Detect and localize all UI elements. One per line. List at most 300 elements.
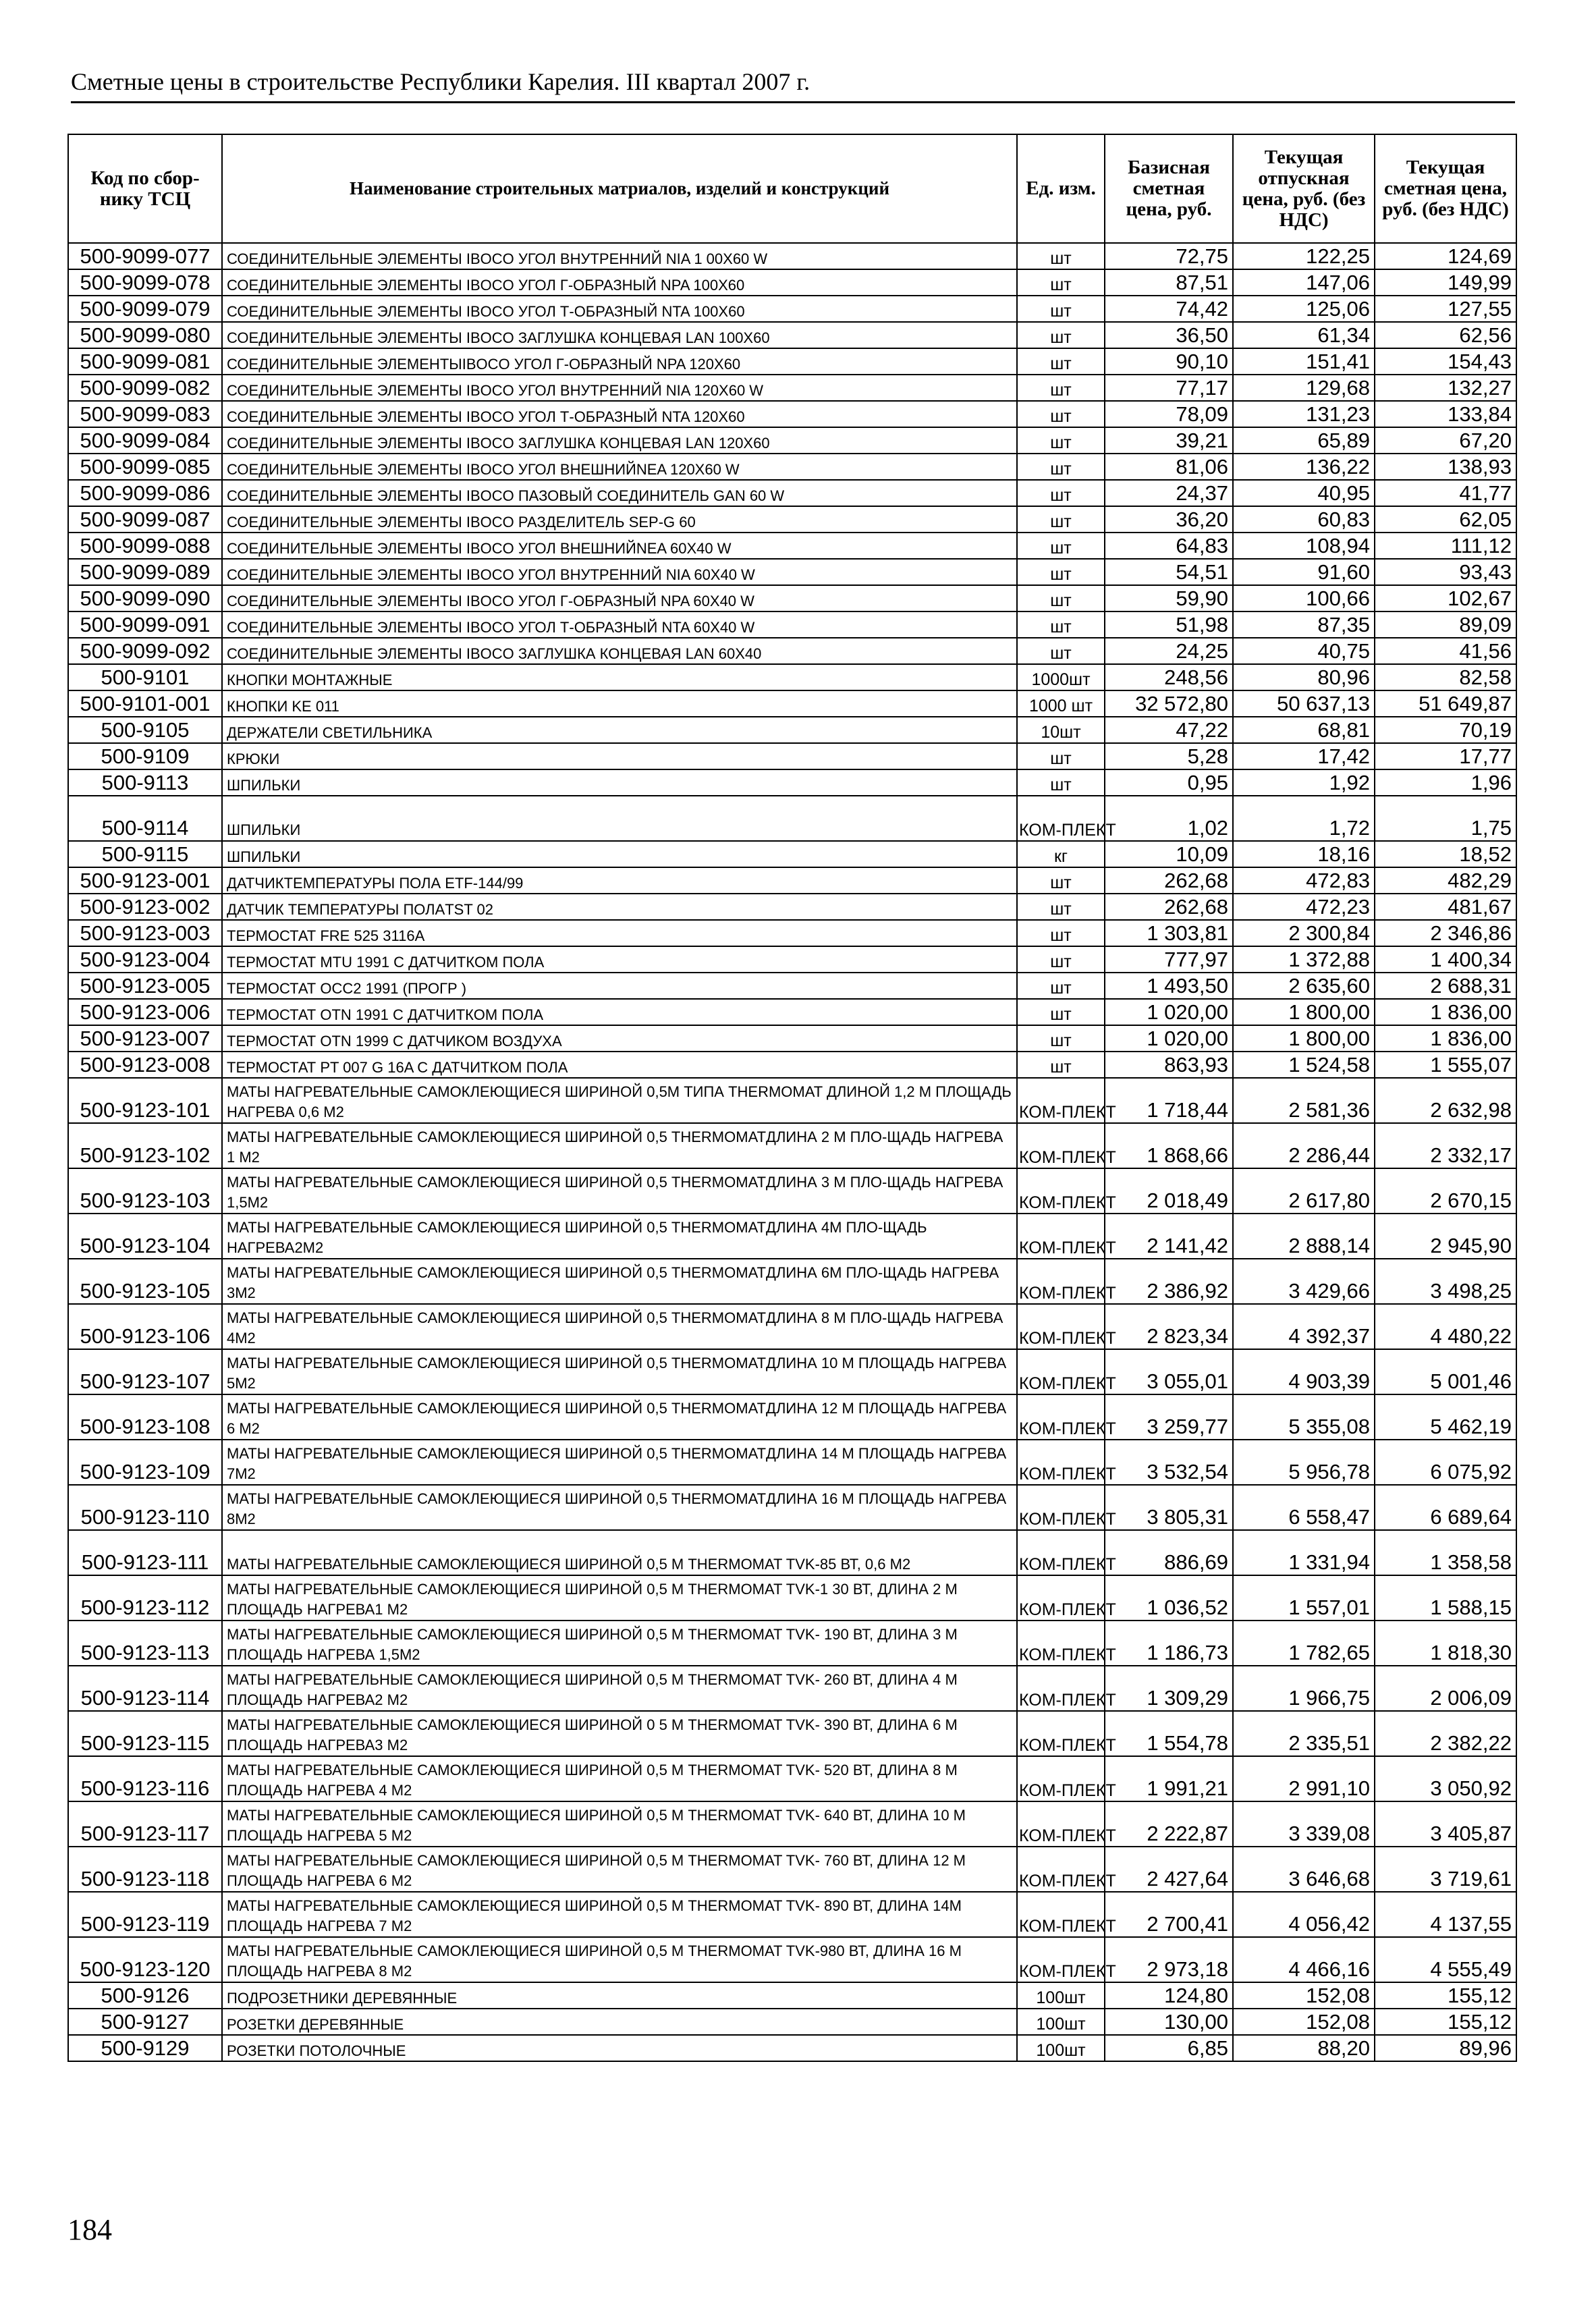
cell-name: СОЕДИНИТЕЛЬНЫЕ ЭЛЕМЕНТЫ IBOCO УГОЛ ВНЕШНИЙNEA 120X60 W [222,454,1017,480]
cell-release-price: 2 991,10 [1233,1756,1375,1801]
cell-base-price: 1,02 [1105,796,1233,841]
cell-estimate-price: 62,05 [1375,506,1516,533]
cell-code: 500-9123-003 [68,920,222,946]
cell-base-price: 6,85 [1105,2035,1233,2061]
cell-base-price: 262,68 [1105,867,1233,894]
cell-code: 500-9114 [68,796,222,841]
cell-estimate-price: 1,75 [1375,796,1516,841]
cell-base-price: 130,00 [1105,2009,1233,2035]
cell-code: 500-9099-087 [68,506,222,533]
table-row [68,1078,1516,1123]
table-header-row [68,134,1516,243]
cell-code: 500-9123-115 [68,1711,222,1756]
cell-release-price: 1 966,75 [1233,1666,1375,1711]
cell-estimate-price: 2 332,17 [1375,1123,1516,1168]
cell-name: СОЕДИНИТЕЛЬНЫЕ ЭЛЕМЕНТЫ IBOCO УГОЛ Т-ОБРАЗНЫЙ NTA 60X40 W [222,611,1017,638]
cell-name: КНОПКИ KE 011 [222,690,1017,717]
table-row [68,1711,1516,1756]
cell-unit: шт [1017,769,1105,796]
cell-name: РОЗЕТКИ ПОТОЛОЧНЫЕ [222,2035,1017,2061]
cell-code: 500-9099-083 [68,401,222,427]
cell-unit: шт [1017,375,1105,401]
cell-base-price: 777,97 [1105,946,1233,973]
cell-base-price: 36,20 [1105,506,1233,533]
cell-code: 500-9123-114 [68,1666,222,1711]
cell-release-price: 1 782,65 [1233,1621,1375,1666]
cell-release-price: 3 339,08 [1233,1801,1375,1847]
cell-base-price: 10,09 [1105,841,1233,867]
cell-estimate-price: 155,12 [1375,1982,1516,2009]
table-row [68,585,1516,611]
page-header: Сметные цены в строительстве Республики Карелия. III квартал 2007 г. [71,67,1515,103]
cell-unit: шт [1017,920,1105,946]
cell-release-price: 3 429,66 [1233,1259,1375,1304]
cell-release-price: 4 056,42 [1233,1892,1375,1937]
cell-code: 500-9123-007 [68,1025,222,1052]
cell-name: СОЕДИНИТЕЛЬНЫЕ ЭЛЕМЕНТЫIBOCO УГОЛ Г-ОБРАЗНЫЙ NPA 120X60 [222,348,1017,375]
cell-code: 500-9123-117 [68,1801,222,1847]
cell-name: СОЕДИНИТЕЛЬНЫЕ ЭЛЕМЕНТЫ IBOCO ЗАГЛУШКА КОНЦЕВАЯ LAN 100X60 [222,322,1017,348]
table-row [68,1485,1516,1530]
cell-base-price: 81,06 [1105,454,1233,480]
cell-release-price: 151,41 [1233,348,1375,375]
table-row [68,2009,1516,2035]
cell-release-price: 1 800,00 [1233,1025,1375,1052]
cell-estimate-price: 481,67 [1375,894,1516,920]
cell-base-price: 5,28 [1105,743,1233,769]
cell-base-price: 54,51 [1105,559,1233,585]
cell-unit: шт [1017,1025,1105,1052]
cell-unit: КОМ-ПЛЕКТ [1017,1259,1105,1304]
cell-code: 500-9123-103 [68,1168,222,1214]
cell-name: МАТЫ НАГРЕВАТЕЛЬНЫЕ САМОКЛЕЮЩИЕСЯ ШИРИНОЙ 0,5 THERMOMATДЛИНА 6М ПЛО-ЩАДЬ НАГРЕВА 3М2 [222,1259,1017,1304]
cell-unit: КОМ-ПЛЕКТ [1017,1485,1105,1530]
cell-unit: шт [1017,973,1105,999]
cell-code: 500-9123-112 [68,1575,222,1621]
column-header-unit: Ед. изм. [1017,134,1105,243]
cell-estimate-price: 2 632,98 [1375,1078,1516,1123]
cell-estimate-price: 2 670,15 [1375,1168,1516,1214]
table-row [68,1168,1516,1214]
cell-release-price: 65,89 [1233,427,1375,454]
cell-unit: 10шт [1017,717,1105,743]
table-row [68,559,1516,585]
cell-base-price: 1 303,81 [1105,920,1233,946]
cell-unit: шт [1017,269,1105,296]
cell-name: ДЕРЖАТЕЛИ СВЕТИЛЬНИКА [222,717,1017,743]
cell-release-price: 472,83 [1233,867,1375,894]
cell-base-price: 3 532,54 [1105,1440,1233,1485]
page-number: 184 [67,2213,112,2246]
cell-code: 500-9099-085 [68,454,222,480]
cell-release-price: 88,20 [1233,2035,1375,2061]
table-row [68,1214,1516,1259]
cell-release-price: 61,34 [1233,322,1375,348]
table-row [68,1025,1516,1052]
cell-code: 500-9123-116 [68,1756,222,1801]
cell-base-price: 1 309,29 [1105,1666,1233,1711]
cell-estimate-price: 93,43 [1375,559,1516,585]
table-row [68,296,1516,322]
cell-name: МАТЫ НАГРЕВАТЕЛЬНЫЕ САМОКЛЕЮЩИЕСЯ ШИРИНОЙ 0,5 THERMOMATДЛИНА 2 М ПЛО-ЩАДЬ НАГРЕВА 1 М2 [222,1123,1017,1168]
cell-release-price: 108,94 [1233,533,1375,559]
cell-name: ТЕРМОСТАТ MTU 1991 С ДАТЧИТКОМ ПОЛА [222,946,1017,973]
cell-unit: шт [1017,999,1105,1025]
cell-base-price: 51,98 [1105,611,1233,638]
cell-release-price: 1,92 [1233,769,1375,796]
cell-unit: шт [1017,401,1105,427]
cell-unit: шт [1017,296,1105,322]
cell-base-price: 2 222,87 [1105,1801,1233,1847]
cell-release-price: 122,25 [1233,243,1375,269]
cell-release-price: 147,06 [1233,269,1375,296]
table-row [68,1801,1516,1847]
column-header-current-release-price: Текущая отпускная цена, руб. (без НДС) [1233,134,1375,243]
cell-release-price: 152,08 [1233,2009,1375,2035]
cell-code: 500-9123-001 [68,867,222,894]
cell-code: 500-9123-107 [68,1349,222,1394]
cell-estimate-price: 2 688,31 [1375,973,1516,999]
cell-estimate-price: 482,29 [1375,867,1516,894]
cell-base-price: 2 018,49 [1105,1168,1233,1214]
cell-name: ШПИЛЬКИ [222,841,1017,867]
column-header-name: Наименование строительных матриалов, изделий и конструкций [222,134,1017,243]
table-row [68,841,1516,867]
cell-unit: 100шт [1017,2009,1105,2035]
table-row [68,1259,1516,1304]
cell-base-price: 0,95 [1105,769,1233,796]
cell-release-price: 2 581,36 [1233,1078,1375,1123]
cell-unit: КОМ-ПЛЕКТ [1017,1304,1105,1349]
cell-code: 500-9123-120 [68,1937,222,1982]
cell-unit: КОМ-ПЛЕКТ [1017,1078,1105,1123]
cell-base-price: 1 991,21 [1105,1756,1233,1801]
cell-name: СОЕДИНИТЕЛЬНЫЕ ЭЛЕМЕНТЫ IBOCO УГОЛ ВНЕШНИЙNEA 60X40 W [222,533,1017,559]
cell-estimate-price: 1 358,58 [1375,1530,1516,1575]
cell-release-price: 1 331,94 [1233,1530,1375,1575]
cell-base-price: 59,90 [1105,585,1233,611]
table-row [68,638,1516,664]
cell-name: ШПИЛЬКИ [222,796,1017,841]
cell-estimate-price: 127,55 [1375,296,1516,322]
cell-estimate-price: 154,43 [1375,348,1516,375]
cell-name: ТЕРМОСТАТ OCC2 1991 (ПРОГР ) [222,973,1017,999]
cell-code: 500-9123-002 [68,894,222,920]
table-row [68,769,1516,796]
cell-unit: КОМ-ПЛЕКТ [1017,1575,1105,1621]
cell-code: 500-9123-104 [68,1214,222,1259]
table-row [68,1982,1516,2009]
cell-code: 500-9123-111 [68,1530,222,1575]
cell-unit: КОМ-ПЛЕКТ [1017,1530,1105,1575]
cell-name: ТЕРМОСТАТ OTN 1999 С ДАТЧИКОМ ВОЗДУХА [222,1025,1017,1052]
cell-base-price: 1 020,00 [1105,1025,1233,1052]
cell-name: СОЕДИНИТЕЛЬНЫЕ ЭЛЕМЕНТЫ IBOCO УГОЛ Г-ОБРАЗНЫЙ NPA 100X60 [222,269,1017,296]
cell-base-price: 90,10 [1105,348,1233,375]
table-row [68,243,1516,269]
cell-unit: шт [1017,867,1105,894]
cell-estimate-price: 133,84 [1375,401,1516,427]
cell-name: СОЕДИНИТЕЛЬНЫЕ ЭЛЕМЕНТЫ IBOCO ПАЗОВЫЙ СОЕДИНИТЕЛЬ GAN 60 W [222,480,1017,506]
cell-base-price: 1 554,78 [1105,1711,1233,1756]
cell-estimate-price: 82,58 [1375,664,1516,690]
cell-release-price: 2 617,80 [1233,1168,1375,1214]
cell-unit: КОМ-ПЛЕКТ [1017,1621,1105,1666]
table-row [68,717,1516,743]
cell-code: 500-9099-084 [68,427,222,454]
cell-name: СОЕДИНИТЕЛЬНЫЕ ЭЛЕМЕНТЫ IBOCO ЗАГЛУШКА КОНЦЕВАЯ LAN 120X60 [222,427,1017,454]
cell-name: МАТЫ НАГРЕВАТЕЛЬНЫЕ САМОКЛЕЮЩИЕСЯ ШИРИНОЙ 0,5 THERMOMATДЛИНА 4М ПЛО-ЩАДЬ НАГРЕВА2М2 [222,1214,1017,1259]
cell-code: 500-9099-081 [68,348,222,375]
cell-code: 500-9123-119 [68,1892,222,1937]
cell-release-price: 40,75 [1233,638,1375,664]
cell-name: МАТЫ НАГРЕВАТЕЛЬНЫЕ САМОКЛЕЮЩИЕСЯ ШИРИНОЙ 0,5М ТИПА THERMOMAT ДЛИНОЙ 1,2 М ПЛОЩАДЬ НАГРЕВА 0,6 М2 [222,1078,1017,1123]
cell-code: 500-9099-091 [68,611,222,638]
table-row [68,269,1516,296]
cell-release-price: 1 524,58 [1233,1052,1375,1078]
cell-name: МАТЫ НАГРЕВАТЕЛЬНЫЕ САМОКЛЕЮЩИЕСЯ ШИРИНОЙ 0,5 THERMOMATДЛИНА 10 М ПЛОЩАДЬ НАГРЕВА 5М2 [222,1349,1017,1394]
cell-code: 500-9109 [68,743,222,769]
cell-estimate-price: 6 689,64 [1375,1485,1516,1530]
cell-unit: шт [1017,533,1105,559]
table-row [68,506,1516,533]
cell-code: 500-9113 [68,769,222,796]
cell-name: МАТЫ НАГРЕВАТЕЛЬНЫЕ САМОКЛЕЮЩИЕСЯ ШИРИНОЙ 0,5 М THERMOMAT TVK- 260 ВТ, ДЛИНА 4 М ПЛОЩАДЬ НАГРЕВА2 М2 [222,1666,1017,1711]
cell-name: МАТЫ НАГРЕВАТЕЛЬНЫЕ САМОКЛЕЮЩИЕСЯ ШИРИНОЙ 0,5 THERMOMATДЛИНА 12 М ПЛОЩАДЬ НАГРЕВА 6 М2 [222,1394,1017,1440]
cell-estimate-price: 2 346,86 [1375,920,1516,946]
cell-unit: КОМ-ПЛЕКТ [1017,1214,1105,1259]
cell-name: СОЕДИНИТЕЛЬНЫЕ ЭЛЕМЕНТЫ IBOCO УГОЛ ВНУТРЕННИЙ NIA 120X60 W [222,375,1017,401]
column-header-base-price: Базисная сметная цена, руб. [1105,134,1233,243]
cell-code: 500-9123-101 [68,1078,222,1123]
cell-release-price: 2 286,44 [1233,1123,1375,1168]
cell-base-price: 32 572,80 [1105,690,1233,717]
cell-release-price: 6 558,47 [1233,1485,1375,1530]
table-row [68,999,1516,1025]
cell-estimate-price: 1 836,00 [1375,1025,1516,1052]
cell-unit: КОМ-ПЛЕКТ [1017,1440,1105,1485]
cell-estimate-price: 70,19 [1375,717,1516,743]
cell-estimate-price: 1 836,00 [1375,999,1516,1025]
cell-release-price: 3 646,68 [1233,1847,1375,1892]
cell-code: 500-9123-113 [68,1621,222,1666]
cell-base-price: 1 493,50 [1105,973,1233,999]
column-header-current-estimate-price: Текущая сметная цена, руб. (без НДС) [1375,134,1516,243]
cell-release-price: 91,60 [1233,559,1375,585]
table-row [68,743,1516,769]
cell-unit: КОМ-ПЛЕКТ [1017,1892,1105,1937]
cell-release-price: 152,08 [1233,1982,1375,2009]
cell-code: 500-9115 [68,841,222,867]
cell-name: РОЗЕТКИ ДЕРЕВЯННЫЕ [222,2009,1017,2035]
cell-code: 500-9126 [68,1982,222,2009]
cell-base-price: 124,80 [1105,1982,1233,2009]
table-row [68,611,1516,638]
cell-release-price: 50 637,13 [1233,690,1375,717]
cell-unit: шт [1017,506,1105,533]
cell-name: МАТЫ НАГРЕВАТЕЛЬНЫЕ САМОКЛЕЮЩИЕСЯ ШИРИНОЙ 0 5 М THERMOMAT TVK- 390 ВТ, ДЛИНА 6 М ПЛОЩАДЬ НАГРЕВА3 М2 [222,1711,1017,1756]
cell-code: 500-9099-090 [68,585,222,611]
cell-code: 500-9099-082 [68,375,222,401]
cell-base-price: 77,17 [1105,375,1233,401]
cell-base-price: 78,09 [1105,401,1233,427]
cell-release-price: 1,72 [1233,796,1375,841]
cell-name: СОЕДИНИТЕЛЬНЫЕ ЭЛЕМЕНТЫ IBOCO УГОЛ ВНУТРЕННИЙ NIA 60X40 W [222,559,1017,585]
cell-estimate-price: 155,12 [1375,2009,1516,2035]
cell-release-price: 2 335,51 [1233,1711,1375,1756]
cell-code: 500-9099-092 [68,638,222,664]
cell-name: МАТЫ НАГРЕВАТЕЛЬНЫЕ САМОКЛЕЮЩИЕСЯ ШИРИНОЙ 0,5 THERMOMATДЛИНА 8 М ПЛО-ЩАДЬ НАГРЕВА 4М2 [222,1304,1017,1349]
cell-unit: КОМ-ПЛЕКТ [1017,1801,1105,1847]
cell-code: 500-9099-088 [68,533,222,559]
cell-name: КРЮКИ [222,743,1017,769]
cell-unit: шт [1017,611,1105,638]
table-row [68,1937,1516,1982]
cell-code: 500-9101 [68,664,222,690]
table-body [68,243,1516,2061]
cell-base-price: 47,22 [1105,717,1233,743]
table-row [68,1621,1516,1666]
cell-unit: шт [1017,480,1105,506]
cell-release-price: 68,81 [1233,717,1375,743]
cell-name: ДАТЧИКТЕМПЕРАТУРЫ ПОЛА ETF-144/99 [222,867,1017,894]
cell-name: ТЕРМОСТАТ OTN 1991 С ДАТЧИТКОМ ПОЛА [222,999,1017,1025]
cell-base-price: 3 805,31 [1105,1485,1233,1530]
cell-unit: шт [1017,585,1105,611]
cell-code: 500-9099-079 [68,296,222,322]
cell-code: 500-9123-008 [68,1052,222,1078]
cell-estimate-price: 41,77 [1375,480,1516,506]
cell-name: МАТЫ НАГРЕВАТЕЛЬНЫЕ САМОКЛЕЮЩИЕСЯ ШИРИНОЙ 0,5 М THERMOMAT TVK-1 30 ВТ, ДЛИНА 2 М ПЛОЩАДЬ НАГРЕВА1 М2 [222,1575,1017,1621]
cell-unit: шт [1017,322,1105,348]
cell-base-price: 74,42 [1105,296,1233,322]
cell-unit: шт [1017,454,1105,480]
cell-estimate-price: 5 001,46 [1375,1349,1516,1394]
cell-name: МАТЫ НАГРЕВАТЕЛЬНЫЕ САМОКЛЕЮЩИЕСЯ ШИРИНОЙ 0,5 THERMOMATДЛИНА 16 М ПЛОЩАДЬ НАГРЕВА 8М2 [222,1485,1017,1530]
cell-unit: КОМ-ПЛЕКТ [1017,796,1105,841]
table-row [68,1530,1516,1575]
cell-name: МАТЫ НАГРЕВАТЕЛЬНЫЕ САМОКЛЕЮЩИЕСЯ ШИРИНОЙ 0,5 М THERMOMAT TVK- 190 ВТ, ДЛИНА 3 М ПЛОЩАДЬ НАГРЕВА 1,5М2 [222,1621,1017,1666]
table-row [68,946,1516,973]
table-row [68,1666,1516,1711]
cell-name: КНОПКИ МОНТАЖНЫЕ [222,664,1017,690]
cell-unit: КОМ-ПЛЕКТ [1017,1937,1105,1982]
cell-name: СОЕДИНИТЕЛЬНЫЕ ЭЛЕМЕНТЫ IBOCO УГОЛ Г-ОБРАЗНЫЙ NPA 60X40 W [222,585,1017,611]
cell-estimate-price: 67,20 [1375,427,1516,454]
table-row [68,1575,1516,1621]
price-table [67,134,1517,2062]
cell-base-price: 2 141,42 [1105,1214,1233,1259]
cell-code: 500-9129 [68,2035,222,2061]
cell-estimate-price: 138,93 [1375,454,1516,480]
cell-base-price: 24,37 [1105,480,1233,506]
table-row [68,427,1516,454]
cell-estimate-price: 5 462,19 [1375,1394,1516,1440]
cell-estimate-price: 18,52 [1375,841,1516,867]
cell-base-price: 3 055,01 [1105,1349,1233,1394]
table-row [68,1394,1516,1440]
cell-release-price: 5 355,08 [1233,1394,1375,1440]
cell-release-price: 4 392,37 [1233,1304,1375,1349]
cell-base-price: 64,83 [1105,533,1233,559]
cell-base-price: 248,56 [1105,664,1233,690]
cell-code: 500-9123-105 [68,1259,222,1304]
cell-unit: КОМ-ПЛЕКТ [1017,1847,1105,1892]
cell-code: 500-9099-077 [68,243,222,269]
table-row [68,375,1516,401]
cell-release-price: 17,42 [1233,743,1375,769]
cell-code: 500-9123-006 [68,999,222,1025]
table-row [68,894,1516,920]
cell-base-price: 2 386,92 [1105,1259,1233,1304]
cell-code: 500-9099-086 [68,480,222,506]
cell-code: 500-9099-089 [68,559,222,585]
cell-name: МАТЫ НАГРЕВАТЕЛЬНЫЕ САМОКЛЕЮЩИЕСЯ ШИРИНОЙ 0,5 М THERMOMAT TVK- 520 ВТ, ДЛИНА 8 М ПЛОЩАДЬ НАГРЕВА 4 М2 [222,1756,1017,1801]
cell-estimate-price: 2 006,09 [1375,1666,1516,1711]
cell-base-price: 262,68 [1105,894,1233,920]
cell-unit: 1000шт [1017,664,1105,690]
cell-unit: КОМ-ПЛЕКТ [1017,1168,1105,1214]
cell-name: СОЕДИНИТЕЛЬНЫЕ ЭЛЕМЕНТЫ IBOCO ЗАГЛУШКА КОНЦЕВАЯ LAN 60X40 [222,638,1017,664]
cell-release-price: 60,83 [1233,506,1375,533]
cell-name: МАТЫ НАГРЕВАТЕЛЬНЫЕ САМОКЛЕЮЩИЕСЯ ШИРИНОЙ 0,5 М THERMOMAT TVK- 890 ВТ, ДЛИНА 14М ПЛОЩАДЬ НАГРЕВА 7 М2 [222,1892,1017,1937]
cell-code: 500-9123-108 [68,1394,222,1440]
cell-code: 500-9123-106 [68,1304,222,1349]
cell-release-price: 125,06 [1233,296,1375,322]
cell-unit: шт [1017,559,1105,585]
table-row [68,1349,1516,1394]
cell-estimate-price: 1 555,07 [1375,1052,1516,1078]
cell-estimate-price: 1,96 [1375,769,1516,796]
table-row [68,1304,1516,1349]
cell-estimate-price: 4 555,49 [1375,1937,1516,1982]
cell-code: 500-9099-078 [68,269,222,296]
cell-base-price: 36,50 [1105,322,1233,348]
cell-estimate-price: 124,69 [1375,243,1516,269]
cell-unit: КОМ-ПЛЕКТ [1017,1394,1105,1440]
cell-base-price: 1 718,44 [1105,1078,1233,1123]
cell-release-price: 131,23 [1233,401,1375,427]
cell-release-price: 4 903,39 [1233,1349,1375,1394]
cell-name: ДАТЧИК ТЕМПЕРАТУРЫ ПОЛАTST 02 [222,894,1017,920]
cell-name: СОЕДИНИТЕЛЬНЫЕ ЭЛЕМЕНТЫ IBOCO РАЗДЕЛИТЕЛЬ SEP-G 60 [222,506,1017,533]
cell-name: ТЕРМОСТАТ PT 007 G 16A С ДАТЧИТКОМ ПОЛА [222,1052,1017,1078]
cell-release-price: 1 800,00 [1233,999,1375,1025]
table-row [68,2035,1516,2061]
table-row [68,1440,1516,1485]
cell-name: МАТЫ НАГРЕВАТЕЛЬНЫЕ САМОКЛЕЮЩИЕСЯ ШИРИНОЙ 0,5 М THERMOMAT TVK-85 ВТ, 0,6 М2 [222,1530,1017,1575]
cell-code: 500-9123-004 [68,946,222,973]
cell-release-price: 2 888,14 [1233,1214,1375,1259]
cell-unit: шт [1017,743,1105,769]
table-row [68,690,1516,717]
cell-unit: КОМ-ПЛЕКТ [1017,1666,1105,1711]
table-row [68,796,1516,841]
cell-base-price: 1 036,52 [1105,1575,1233,1621]
table-row [68,1052,1516,1078]
cell-base-price: 863,93 [1105,1052,1233,1078]
cell-code: 500-9099-080 [68,322,222,348]
cell-name: ШПИЛЬКИ [222,769,1017,796]
cell-release-price: 100,66 [1233,585,1375,611]
table-row [68,1847,1516,1892]
column-header-code: Код по сбор-нику ТСЦ [68,134,222,243]
cell-estimate-price: 51 649,87 [1375,690,1516,717]
cell-base-price: 2 823,34 [1105,1304,1233,1349]
cell-unit: шт [1017,638,1105,664]
cell-base-price: 1 868,66 [1105,1123,1233,1168]
cell-estimate-price: 3 719,61 [1375,1847,1516,1892]
